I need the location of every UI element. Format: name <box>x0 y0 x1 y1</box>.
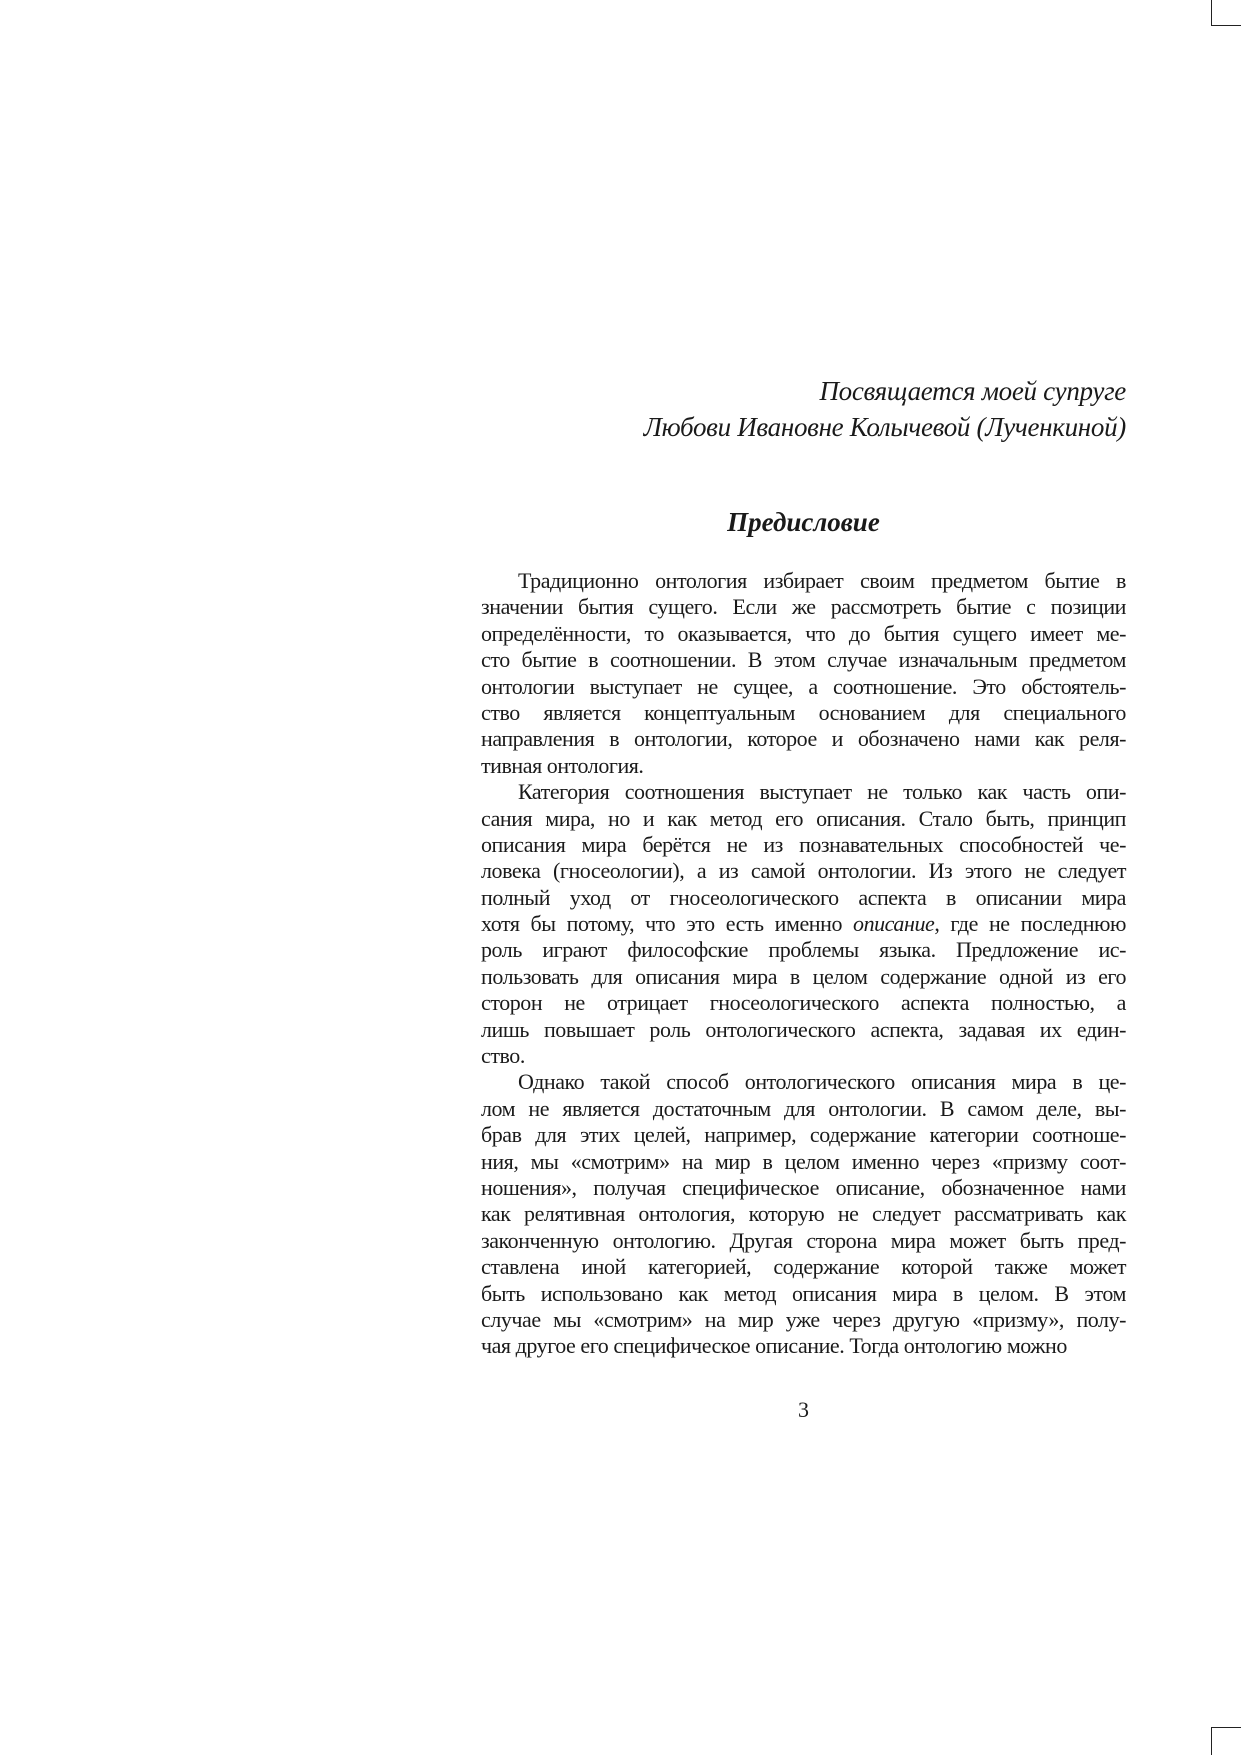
dedication-line-2: Любови Ивановне Колычевой (Лученкиной) <box>643 412 1126 442</box>
text-line: ство является концептуальным основанием для специального <box>481 699 1126 725</box>
text-line: как релятивная онтология, которую не следует рассматривать как <box>481 1201 1126 1227</box>
text-segment: хотя бы потому, что это есть именно <box>481 911 854 937</box>
text-line: ство. <box>481 1043 525 1069</box>
text-line: лом не является достаточным для онтологии. В самом деле, вы- <box>481 1095 1126 1121</box>
paragraph <box>481 568 1126 779</box>
text-line: описания мира берётся не из познавательных способностей че- <box>481 831 1126 857</box>
text-line <box>481 911 1126 937</box>
text-line: ставлена иной категорией, содержание которой также может <box>481 1254 1126 1280</box>
text-line: законченную онтологию. Другая сторона мира может быть пред- <box>481 1227 1126 1253</box>
text-line: Категория соотношения выступает не только как часть опи- <box>518 779 1126 805</box>
text-line: пользовать для описания мира в целом содержание одной из его <box>481 963 1126 989</box>
text-line: значении бытия сущего. Если же рассмотреть бытие с позиции <box>481 594 1126 620</box>
paragraph <box>481 779 1126 1069</box>
text-line: сания мира, но и как метод его описания. Стало быть, принцип <box>481 805 1126 831</box>
crop-mark-top-horizontal <box>1211 25 1241 26</box>
emphasis: описание <box>853 911 935 937</box>
text-line: определённости, то оказывается, что до бытия сущего имеет ме- <box>481 620 1126 646</box>
crop-mark-bottom-horizontal <box>1211 1727 1241 1728</box>
text-line: направления в онтологии, которое и обозначено нами как реля- <box>481 726 1126 752</box>
text-line: случае мы «смотрим» на мир уже через другую «призму», полу- <box>481 1306 1126 1332</box>
text-line: полный уход от гносеологического аспекта в описании мира <box>481 884 1126 910</box>
text-line: ловека (гносеологии), а из самой онтологии. Из этого не следует <box>481 858 1126 884</box>
paragraph <box>481 1069 1126 1359</box>
text-line: лишь повышает роль онтологического аспекта, задавая их един- <box>481 1016 1126 1042</box>
text-line: брав для этих целей, например, содержание категории соотноше- <box>481 1122 1126 1148</box>
text-line: онтологии выступает не сущее, а соотношение. Это обстоятель- <box>481 673 1126 699</box>
text-line: ния, мы «смотрим» на мир в целом именно через «призму соот- <box>481 1148 1126 1174</box>
text-line: чая другое его специфическое описание. Тогда онтологию можно <box>481 1333 1067 1359</box>
text-line: Однако такой способ онтологического описания мира в це- <box>518 1069 1126 1095</box>
text-line: быть использовано как метод описания мира в целом. В этом <box>481 1280 1126 1306</box>
dedication <box>644 373 1126 445</box>
crop-mark-top-vertical <box>1211 0 1212 25</box>
text-line: роль играют философские проблемы языка. Предложение ис- <box>481 937 1126 963</box>
section-heading: Предисловие <box>727 507 880 537</box>
text-line: ношения», получая специфическое описание, обозначенное нами <box>481 1174 1126 1200</box>
body-text <box>481 568 1126 1360</box>
text-segment: , где не последнюю <box>934 911 1126 937</box>
text-line: сто бытие в соотношении. В этом случае изначальным предметом <box>481 647 1126 673</box>
dedication-line-1: Посвящается моей супруге <box>819 376 1126 406</box>
text-line: Традиционно онтология избирает своим предметом бытие в <box>518 568 1126 593</box>
text-line: тивная онтология. <box>481 752 644 778</box>
crop-mark-bottom-vertical <box>1211 1727 1212 1755</box>
page-number: 3 <box>798 1397 809 1422</box>
text-line: сторон не отрицает гносеологического аспекта полностью, а <box>481 990 1126 1016</box>
